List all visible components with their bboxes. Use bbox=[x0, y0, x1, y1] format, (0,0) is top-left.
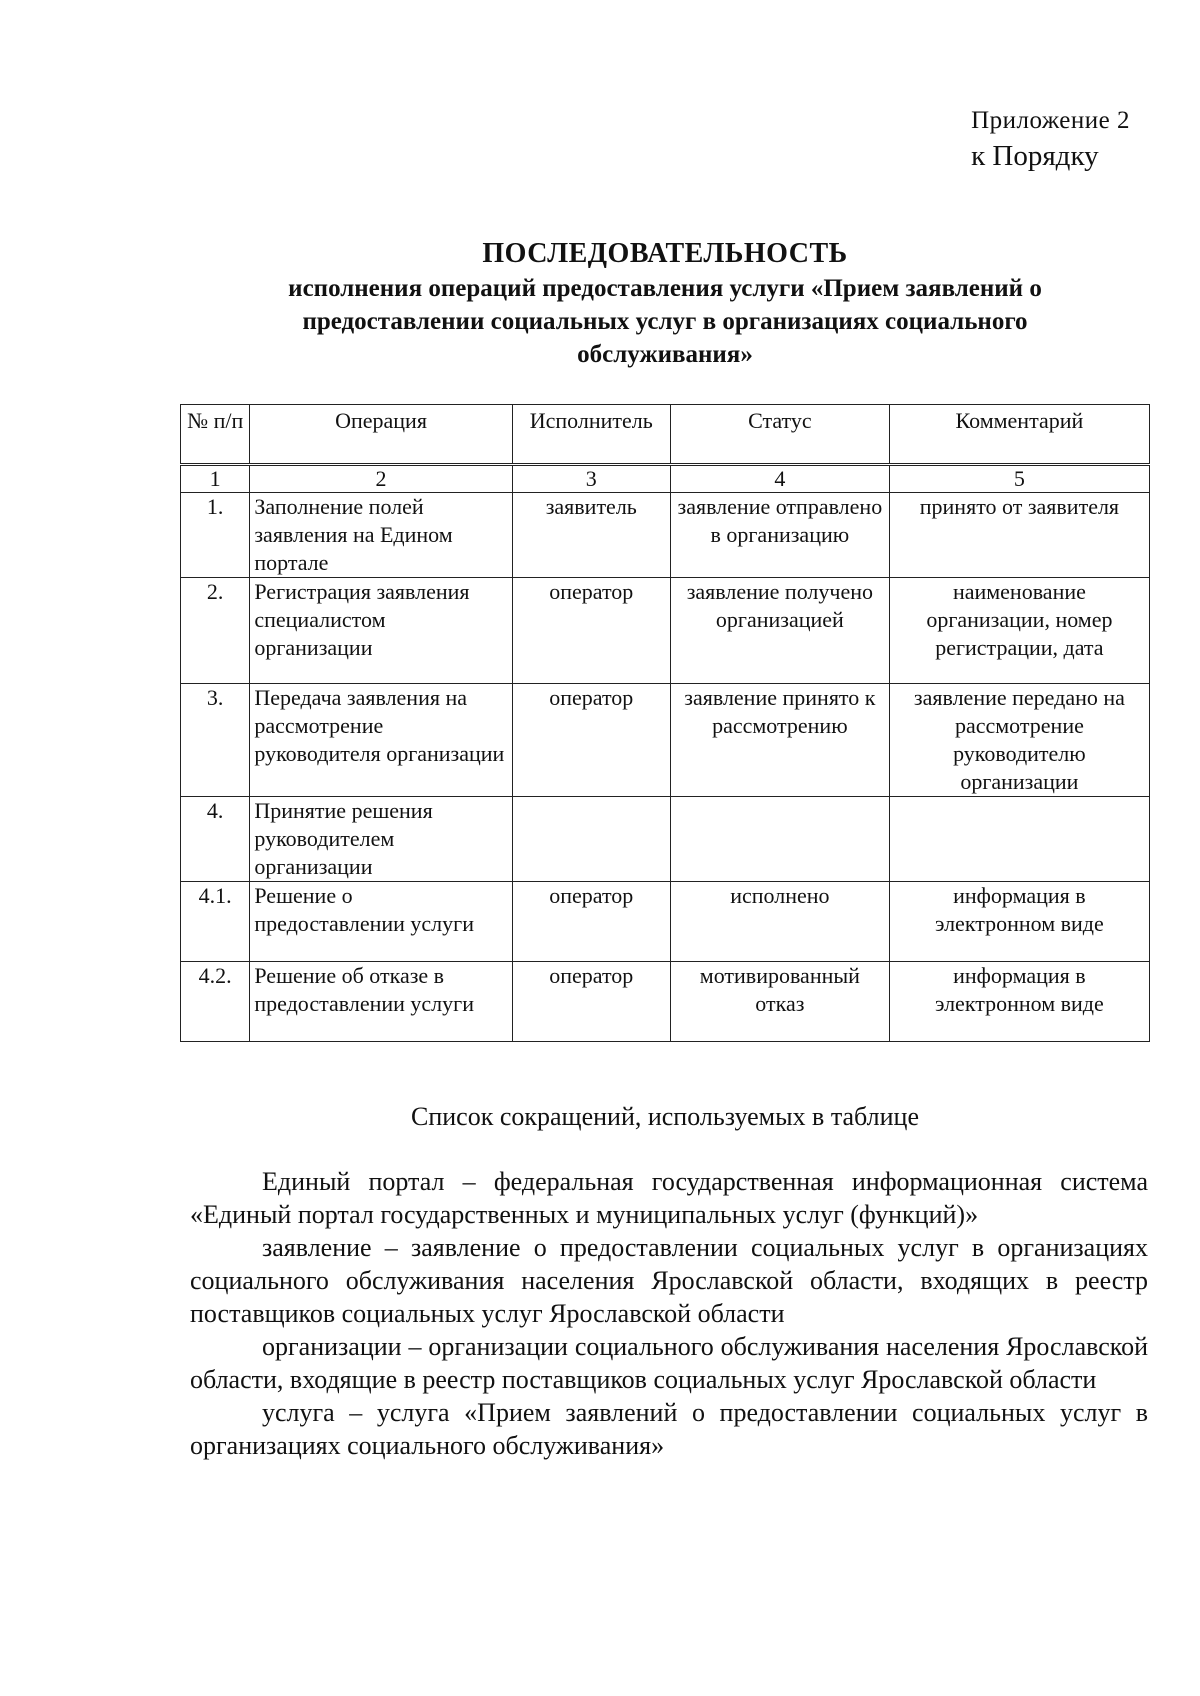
abbreviations-title: Список сокращений, используемых в таблице bbox=[411, 1102, 919, 1131]
title-sub-line-3: обслуживания» bbox=[577, 341, 753, 368]
column-number: 1 bbox=[181, 465, 250, 493]
row-executor: оператор bbox=[512, 578, 670, 684]
column-number: 3 bbox=[512, 465, 670, 493]
header-number: № п/п bbox=[181, 405, 250, 465]
column-number: 5 bbox=[889, 465, 1149, 493]
header-operation: Операция bbox=[250, 405, 512, 465]
table-row bbox=[181, 797, 1150, 882]
row-status bbox=[670, 797, 889, 882]
header-executor: Исполнитель bbox=[512, 405, 670, 465]
row-executor: оператор bbox=[512, 882, 670, 962]
row-operation: Заполнение полей заявления на Едином портале bbox=[250, 493, 512, 578]
row-number: 4.2. bbox=[181, 962, 250, 1042]
table-row bbox=[181, 882, 1150, 962]
row-status: заявление отправлено в организацию bbox=[670, 493, 889, 578]
row-comment: заявление передано на рассмотрение руководителю организации bbox=[889, 684, 1149, 797]
header-comment: Комментарий bbox=[889, 405, 1149, 465]
operations-table bbox=[180, 404, 1150, 1042]
row-operation: Передача заявления на рассмотрение руководителя организации bbox=[250, 684, 512, 797]
abbreviations-list bbox=[190, 1165, 1148, 1462]
row-number: 1. bbox=[181, 493, 250, 578]
row-status: исполнено bbox=[670, 882, 889, 962]
abbreviation-item: заявление – заявление о предоставлении социальных услуг в организациях социального обслуживания населения Ярославской области, входящих в реестр поставщиков социальных услуг Ярославской области bbox=[190, 1233, 1148, 1328]
row-status: мотивированный отказ bbox=[670, 962, 889, 1042]
row-executor: оператор bbox=[512, 684, 670, 797]
abbreviation-item: Единый портал – федеральная государственная информационная система «Единый портал государственных и муниципальных услуг (функций)» bbox=[190, 1167, 1148, 1229]
row-number: 3. bbox=[181, 684, 250, 797]
row-comment: наименование организации, номер регистрации, дата bbox=[889, 578, 1149, 684]
title-main: ПОСЛЕДОВАТЕЛЬНОСТЬ bbox=[482, 238, 848, 269]
row-comment: принято от заявителя bbox=[889, 493, 1149, 578]
table-row bbox=[181, 578, 1150, 684]
abbreviation-item: услуга – услуга «Прием заявлений о предоставлении социальных услуг в организациях социального обслуживания» bbox=[190, 1398, 1148, 1460]
title-sub-line-1: исполнения операций предоставления услуги «Прием заявлений о bbox=[288, 275, 1042, 302]
column-number: 4 bbox=[670, 465, 889, 493]
row-operation: Принятие решения руководителем организации bbox=[250, 797, 512, 882]
header-status: Статус bbox=[670, 405, 889, 465]
appendix-number: Приложение 2 bbox=[971, 107, 1130, 134]
row-operation: Решение о предоставлении услуги bbox=[250, 882, 512, 962]
table-header-row bbox=[181, 405, 1150, 465]
title-sub-line-2: предоставлении социальных услуг в организациях социального bbox=[302, 308, 1028, 335]
table-row bbox=[181, 493, 1150, 578]
column-number-row bbox=[181, 465, 1150, 493]
row-comment: информация в электронном виде bbox=[889, 882, 1149, 962]
row-operation: Регистрация заявления специалистом организации bbox=[250, 578, 512, 684]
table-row bbox=[181, 962, 1150, 1042]
row-status: заявление получено организацией bbox=[670, 578, 889, 684]
row-status: заявление принято к рассмотрению bbox=[670, 684, 889, 797]
document-title bbox=[200, 236, 1130, 371]
row-number: 4. bbox=[181, 797, 250, 882]
appendix-heading bbox=[971, 104, 1130, 174]
appendix-reference: к Порядку bbox=[971, 140, 1099, 172]
table-row bbox=[181, 684, 1150, 797]
row-number: 2. bbox=[181, 578, 250, 684]
row-executor: оператор bbox=[512, 962, 670, 1042]
row-executor bbox=[512, 797, 670, 882]
row-number: 4.1. bbox=[181, 882, 250, 962]
column-number: 2 bbox=[250, 465, 512, 493]
row-comment bbox=[889, 797, 1149, 882]
row-operation: Решение об отказе в предоставлении услуги bbox=[250, 962, 512, 1042]
row-comment: информация в электронном виде bbox=[889, 962, 1149, 1042]
abbreviation-item: организации – организации социального обслуживания населения Ярославской области, входящие в реестр поставщиков социальных услуг Ярославской области bbox=[190, 1332, 1148, 1394]
row-executor: заявитель bbox=[512, 493, 670, 578]
